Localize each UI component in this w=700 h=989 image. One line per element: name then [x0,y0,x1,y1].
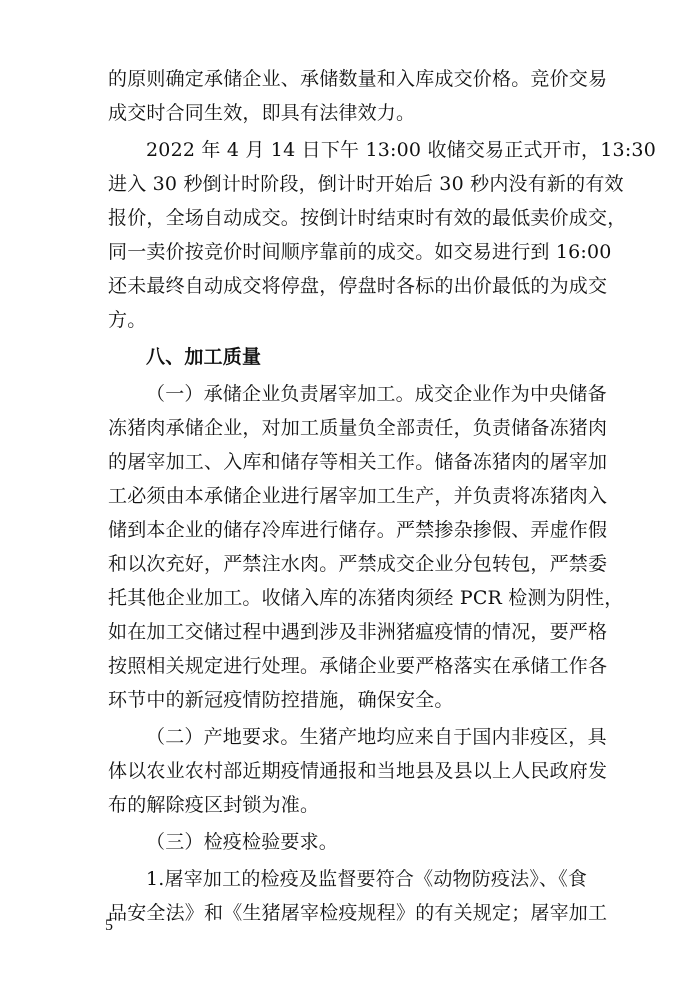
text-line: 进入 30 秒倒计时阶段，倒计时开始后 30 秒内没有新的有效 [108,173,624,195]
text-line: 如在加工交储过程中遇到涉及非洲猪瘟疫情的情况，要严格 [108,621,608,643]
text-line: （二）产地要求。生猪产地均应来自于国内非疫区，具 [146,726,607,748]
text-line: （一）承储企业负责屠宰加工。成交企业作为中央储备 [146,383,607,405]
text-line: （三）检疫检验要求。 [146,831,339,853]
text-line: 的屠宰加工、入库和储存等相关工作。储备冻猪肉的屠宰加 [108,451,608,473]
text-line: 还未最终自动成交将停盘，停盘时各标的出价最低的为成交 [108,275,608,297]
text-line: 品安全法》和《生猪屠宰检疫规程》的有关规定；屠宰加工 [108,902,608,924]
text-line: 的原则确定承储企业、承储数量和入库成交价格。竞价交易 [108,68,608,90]
text-line: 冻猪肉承储企业，对加工质量负全部责任，负责储备冻猪肉 [108,417,608,439]
text-line: 1.屠宰加工的检疫及监督要符合《动物防疫法》、《食 [146,868,588,890]
text-line: 和以次充好，严禁注水肉。严禁成交企业分包转包，严禁委 [108,553,608,575]
text-line: 工必须由本承储企业进行屠宰加工生产，并负责将冻猪肉入 [108,485,608,507]
text-line: 成交时合同生效，即具有法律效力。 [108,102,416,124]
text-line: 托其他企业加工。收储入库的冻猪肉须经 PCR 检测为阴性， [108,587,624,609]
text-line: 环节中的新冠疫情防控措施，确保安全。 [108,689,454,711]
page-number: 5 [105,917,113,934]
text-line: 布的解除疫区封锁为准。 [108,794,320,816]
text-line: 2022 年 4 月 14 日下午 13:00 收储交易正式开市，13:30 [146,139,657,161]
text-line: 同一卖价按竞价时间顺序靠前的成交。如交易进行到 16:00 [108,241,612,263]
text-line: 体以农业农村部近期疫情通报和当地县及县以上人民政府发 [108,760,608,782]
section-heading: 八、加工质量 [146,346,262,368]
text-line: 方。 [108,309,147,331]
text-line: 按照相关规定进行处理。承储企业要严格落实在承储工作各 [108,655,608,677]
text-line: 报价，全场自动成交。按倒计时结束时有效的最低卖价成交， [108,207,627,229]
text-line: 储到本企业的储存冷库进行储存。严禁掺杂掺假、弄虚作假 [108,519,608,541]
